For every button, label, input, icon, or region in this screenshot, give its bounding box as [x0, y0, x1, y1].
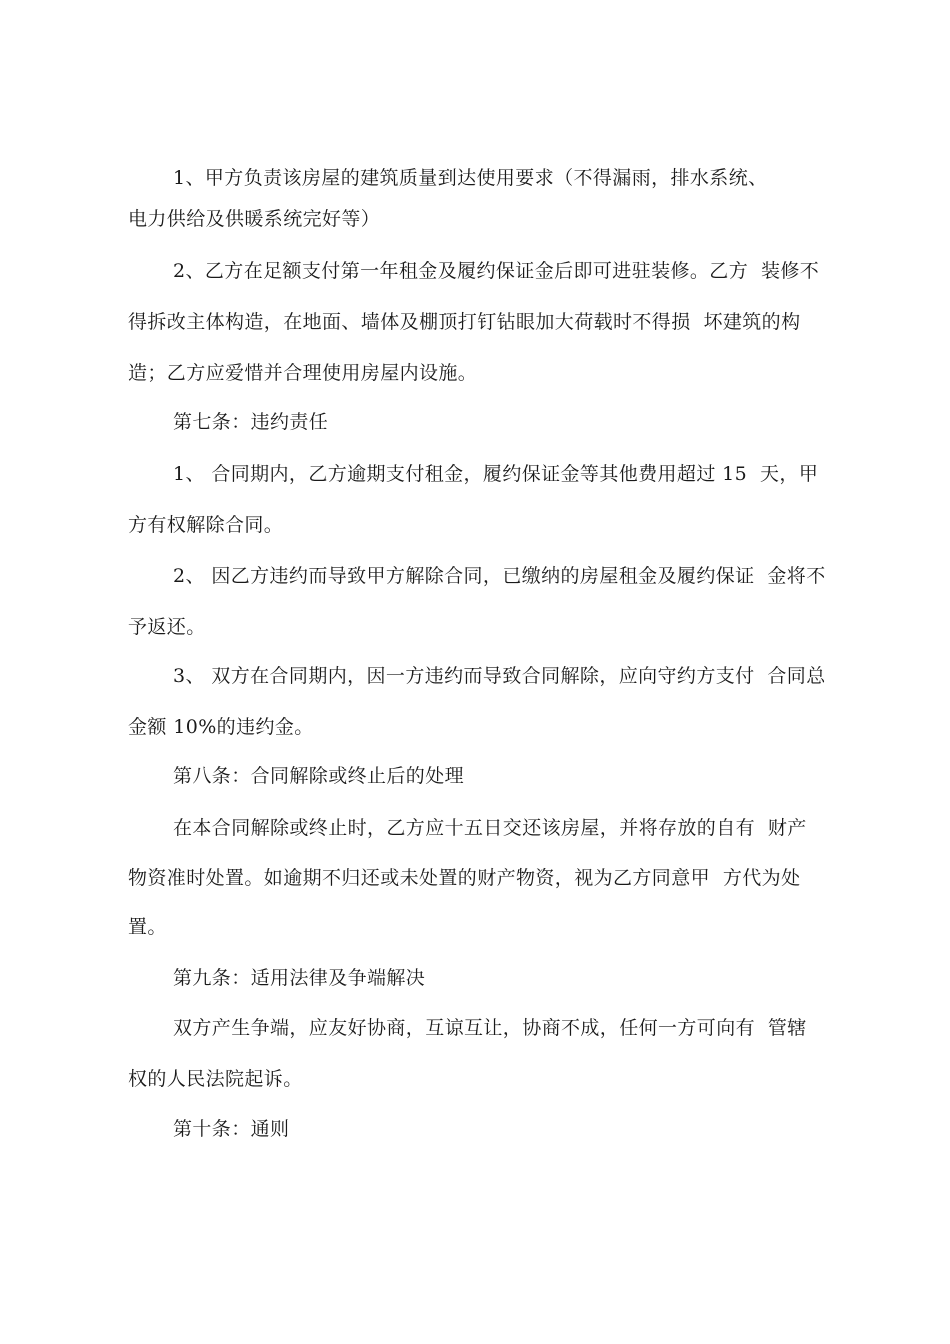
article-9-heading: 第九条：适用法律及争端解决: [173, 967, 426, 989]
article-10-heading: 第十条：通则: [173, 1118, 290, 1140]
clause-7-2-line-2: 予返还。: [128, 616, 206, 638]
clause-7-1-line-2: 方有权解除合同。: [128, 514, 284, 536]
article-8-body-line-2: 物资准时处置。如逾期不归还或未处置的财产物资，视为乙方同意甲 方代为处: [128, 867, 801, 889]
clause-6-2-line-3: 造；乙方应爱惜并合理使用房屋内设施。: [128, 362, 478, 384]
article-9-body-line-2: 权的人民法院起诉。: [128, 1068, 303, 1090]
clause-6-2-line-1: 2、乙方在足额支付第一年租金及履约保证金后即可进驻装修。乙方 装修不: [173, 260, 820, 282]
article-8-body-line-1: 在本合同解除或终止时，乙方应十五日交还该房屋，并将存放的自有 财产: [173, 817, 807, 839]
clause-6-2-line-2: 得拆改主体构造，在地面、墙体及棚顶打钉钻眼加大荷载时不得损 坏建筑的构: [128, 311, 801, 333]
clause-6-1-line-1: 1、甲方负责该房屋的建筑质量到达使用要求（不得漏雨，排水系统、: [173, 167, 768, 189]
article-7-heading: 第七条：违约责任: [173, 411, 329, 433]
clause-7-1-line-1: 1、 合同期内，乙方逾期支付租金，履约保证金等其他费用超过 15 天，甲: [173, 463, 819, 485]
article-8-heading: 第八条：合同解除或终止后的处理: [173, 765, 465, 787]
document-page: [128, 0, 848, 1344]
clause-6-1-line-2: 电力供给及供暖系统完好等）: [128, 208, 381, 230]
article-9-body-line-1: 双方产生争端，应友好协商，互谅互让，协商不成，任何一方可向有 管辖: [173, 1017, 807, 1039]
article-8-body-line-3: 置。: [128, 916, 167, 938]
clause-7-2-line-1: 2、 因乙方违约而导致甲方解除合同，已缴纳的房屋租金及履约保证 金将不: [173, 565, 826, 587]
clause-7-3-line-2: 金额 10%的违约金。: [128, 716, 314, 738]
clause-7-3-line-1: 3、 双方在合同期内，因一方违约而导致合同解除，应向守约方支付 合同总: [173, 665, 826, 687]
